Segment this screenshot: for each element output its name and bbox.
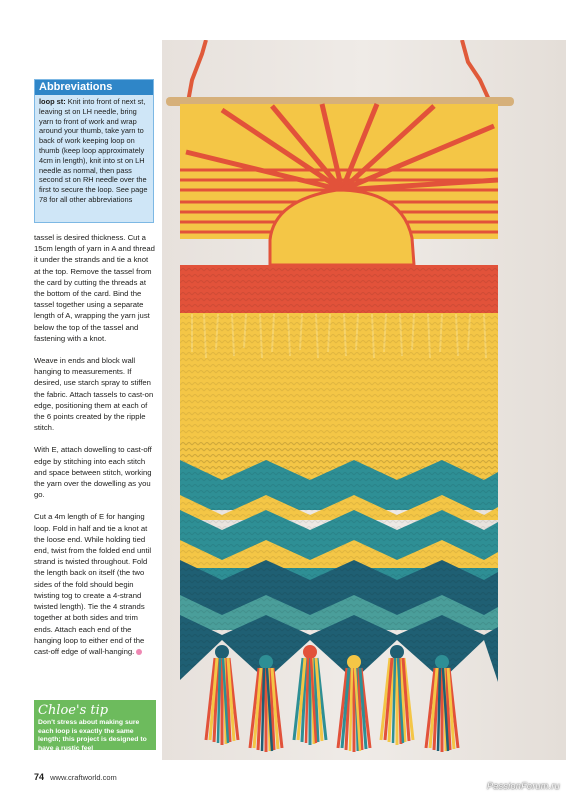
page-number: 74 [34,772,45,782]
tip-panel [34,700,156,750]
end-marker-icon [136,649,142,655]
instruction-paragraph-4 [34,511,156,657]
tassel-5 [381,645,413,745]
watermark: PassionForum.ru [486,781,560,791]
website-link[interactable]: www.craftworld.com [50,773,117,782]
wall-hanging-photo [162,40,566,760]
instructions-column [34,232,156,668]
instruction-paragraph-3: With E, attach dowelling to cast-off edge by stitching into each stitch and space between stitch, working the yarn over the dowelling as you go. [34,445,152,500]
instruction-paragraph-4-text: Cut a 4m length of E for hanging loop. Fold in half and tie a knot at the loose end. While holding tied end, twist from the folded end until strand is twisted throughout. Fold the length back on itself (the two sides of the fold should begin twisting tog to create a 4-strand twisted length). Tie the 4 strands together at both sides and trim ends. Attach each end of the hanging loop to either end of the cast-off edge of wall-hanging. [34,512,152,656]
instruction-paragraph-1: tassel is desired thickness. Cut a 15cm length of yarn in A and thread it under the strands and tie a knot at the top. Remove the tassel from the card by cutting the threads at the bottom of the card. Bind the tassel together using a separate length of A, wrapping the yarn just below the top of the tassel and fastening with a knot. [34,233,155,343]
hanging-cord-left [188,40,206,102]
abbreviation-term: loop st: [39,97,66,106]
tassel-3 [294,645,326,745]
tip-text: Don't stress about making sure each loop is exactly the same length; this project is designed to have a rustic feel [38,719,147,752]
abbreviations-panel [34,79,154,223]
tassel-1 [206,645,238,745]
page-footer [34,772,117,782]
hanging-cord-right [462,40,490,102]
instruction-paragraph-2: Weave in ends and block wall hanging to measurements. If desired, use starch spray to stiffen the fabric. Attach tassels to cast-on edge, positioning them at each of the 6 points created by the ripple stitch. [34,356,154,433]
abbreviations-body [35,95,153,207]
abbreviations-title: Abbreviations [35,80,153,95]
tip-title: Chloe's tip [38,703,109,718]
wall-hanging-illustration [162,40,566,760]
abbreviation-definition: Knit into front of next st, leaving st on LH needle, bring yarn to front of work and wrap around your thumb, take yarn to back of work keeping loop on thumb (keep loop approximately 4cm in length), knit into st on LH needle as normal, then pass second st on RH needle over the first to secure the loop. See page 78 for all other abbreviations [39,97,148,204]
tassels [206,645,458,752]
